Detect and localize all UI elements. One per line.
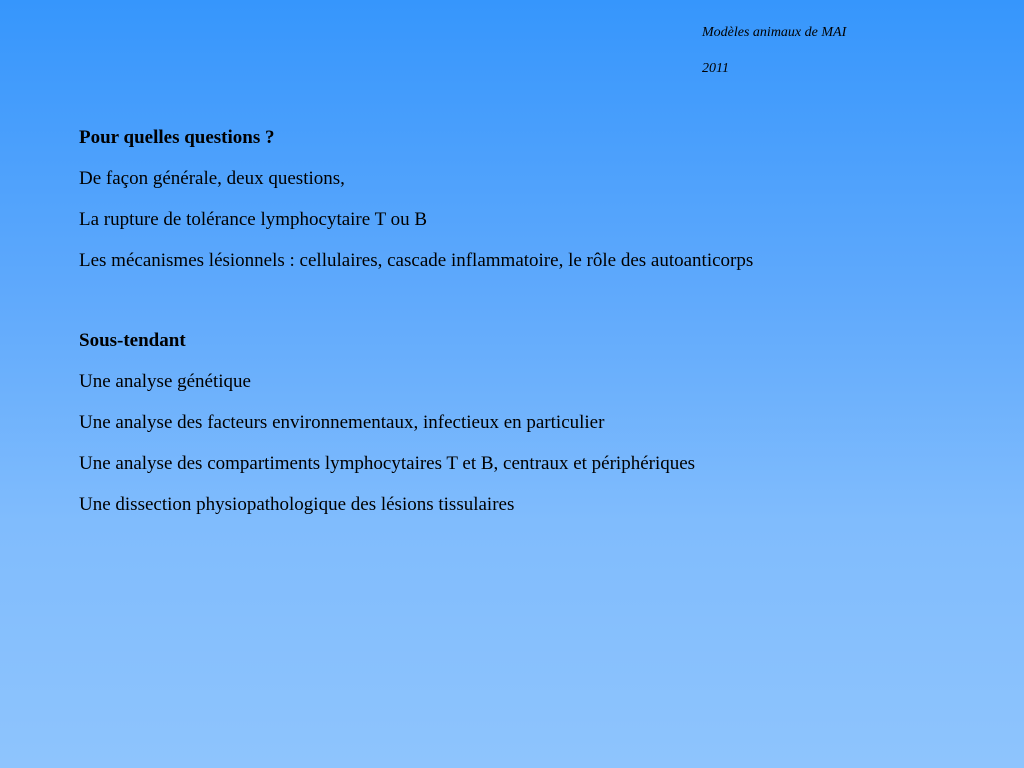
section-spacer (79, 291, 999, 330)
body-line: La rupture de tolérance lymphocytaire T ou B (79, 209, 428, 230)
body-line: Les mécanismes lésionnels : cellulaires, cascade inflammatoire, le rôle des autoanticorps (79, 250, 754, 271)
section-heading-questions: Pour quelles questions ? (79, 127, 275, 148)
slide-body (79, 127, 999, 535)
section-heading-sous-tendant: Sous-tendant (79, 330, 186, 351)
body-line: Une dissection physiopathologique des lésions tissulaires (79, 494, 515, 515)
header-title: Modèles animaux de MAI (702, 25, 847, 40)
slide-header (702, 24, 846, 78)
body-line: De façon générale, deux questions, (79, 168, 345, 189)
body-line: Une analyse des facteurs environnementaux, infectieux en particulier (79, 412, 605, 433)
body-line: Une analyse des compartiments lymphocytaires T et B, centraux et périphériques (79, 453, 696, 474)
header-year: 2011 (702, 61, 729, 76)
body-line: Une analyse génétique (79, 371, 251, 392)
